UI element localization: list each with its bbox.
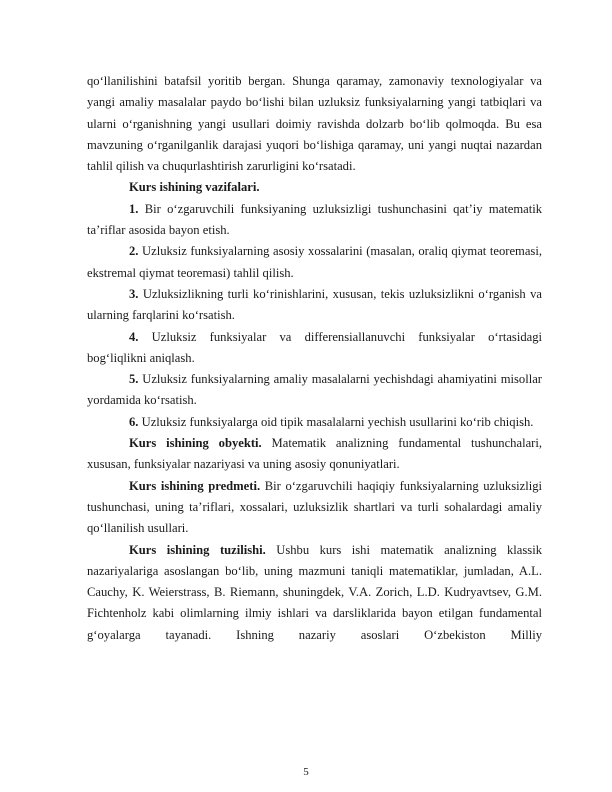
task-number: 3. <box>129 286 139 301</box>
task-item <box>87 412 542 433</box>
structure-paragraph <box>87 540 542 646</box>
task-text: Uzluksizlikning turli ko‘rinishlarini, xususan, tekis uzluksizlikni o‘rganish va ularning farqlarini ko‘rsatish. <box>87 286 542 323</box>
structure-text: Ushbu kurs ishi matematik analizning klassik nazariyalariga asoslangan bo‘lib, uning mazmuni taniqli matematiklar, jumladan, A.L. Cauchy, K. Weierstrass, B. Riemann, shuningdek, V.A. Zorich, L.D. Kudryavtsev, G.M. Fichtenholz kabi olimlarning ilmiy ishlari va darsliklarida bayon etilgan fundamental g‘oyalarga tayanadi. Ishning nazariy asoslari O‘zbekiston Milliy <box>87 542 542 642</box>
tasks-list <box>87 199 542 433</box>
task-text: Bir o‘zgaruvchili funksiyaning uzluksizligi tushunchasini qat’iy matematik ta’riflar asosida bayon etish. <box>87 201 543 238</box>
intro-paragraph: qo‘llanilishini batafsil yoritib bergan. Shunga qaramay, zamonaviy texnologiyalar va yangi amaliy masalalar paydo bo‘lishi bilan uzluksiz funksiyalarning yangi tatbiqlari va ularni o‘rganishning yangi usullari doimiy ravishda dolzarb bo‘lib qolmoqda. Bu esa mavzuning o‘rganilganlik darajasi yuqori bo‘lishiga qaramay, uni yangi nuqtai nazardan tahlil qilish va chuqurlashtirish zarurligini ko‘rsatadi. <box>87 74 542 174</box>
structure-lead: Kurs ishining tuzilishi. <box>129 542 266 557</box>
subject-paragraph <box>87 476 542 540</box>
subject-lead: Kurs ishining predmeti. <box>129 478 261 493</box>
task-item <box>87 199 542 242</box>
subject-text: Bir o‘zgaruvchili haqiqiy funksiyalarning uzluksizligi tushunchasi, uning ta’riflari, xossalari, uzluksizlik shartlari va turli sohalardagi amaliy qo‘llanilish usullari. <box>87 478 542 536</box>
object-text: Matematik analizning fundamental tushunchalari, xususan, funksiyalar nazariyasi va uning asosiy qonuniyatlari. <box>87 436 542 472</box>
task-number: 5. <box>129 372 139 387</box>
page-number: 5 <box>303 766 309 778</box>
tasks-heading: Kurs ishining vazifalari. <box>129 180 260 195</box>
task-text: Uzluksiz funksiyalarga oid tipik masalalarni yechish usullarini ko‘rib chiqish. <box>141 414 534 429</box>
task-text: Uzluksiz funksiyalarning amaliy masalalarni yechishdagi ahamiyatini misollar yordamida ko‘rsatish. <box>87 372 542 408</box>
task-text: Uzluksiz funksiyalar va differensiallanuvchi funksiyalar o‘rtasidagi bog‘liqlikni aniqlash. <box>87 329 542 365</box>
task-number: 1. <box>129 201 139 216</box>
task-item <box>87 284 542 327</box>
task-number: 6. <box>129 414 139 429</box>
task-item <box>87 369 542 412</box>
document-page <box>87 71 542 646</box>
task-item <box>87 327 542 370</box>
task-number: 4. <box>129 329 139 344</box>
task-item <box>87 241 542 284</box>
object-paragraph <box>87 433 542 476</box>
task-text: Uzluksiz funksiyalarning asosiy xossalarini (masalan, oraliq qiymat teoremasi, ekstremal qiymat teoremasi) tahlil qilish. <box>87 244 542 280</box>
object-lead: Kurs ishining obyekti. <box>129 436 262 451</box>
task-number: 2. <box>129 244 139 259</box>
